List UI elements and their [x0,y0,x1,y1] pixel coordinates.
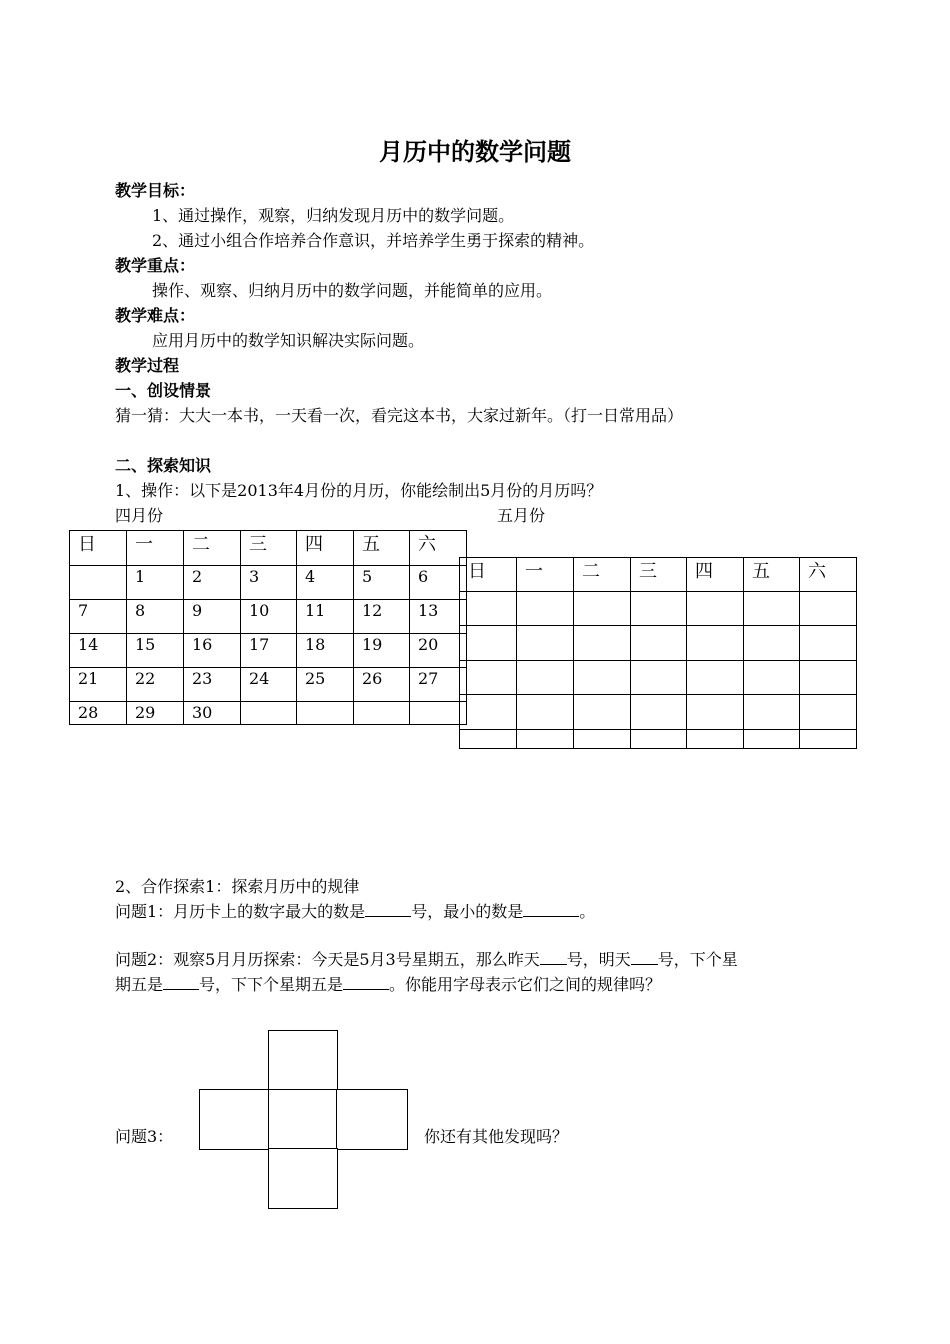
empty-cell [460,661,517,695]
day-cell: 26 [354,668,410,702]
question-3-label: 问题3： [115,1127,174,1146]
may-week-row [460,730,857,749]
weekday-cell: 二 [574,558,631,592]
day-cell: 10 [241,600,297,634]
answer-blank[interactable] [365,900,411,917]
weekday-cell: 四 [687,558,744,592]
empty-cell [517,592,574,626]
empty-cell [574,661,631,695]
cross-cell-left [199,1089,270,1150]
empty-cell [800,730,857,749]
day-cell: 7 [70,600,127,634]
empty-cell [631,730,687,749]
empty-cell [574,592,631,626]
empty-cell [687,695,744,730]
may-calendar [459,557,857,749]
empty-cell [460,730,517,749]
empty-cell [517,695,574,730]
april-week-row [70,702,467,725]
day-cell: 1 [127,566,184,600]
riddle-text: 猜一猜：大大一本书，一天看一次，看完这本书，大家过新年。（打一日常用品） [115,406,684,425]
day-cell [70,566,127,600]
answer-blank[interactable] [343,973,389,990]
day-cell: 30 [184,702,241,725]
day-cell: 20 [410,634,467,668]
empty-cell [460,592,517,626]
empty-cell [517,661,574,695]
empty-cell [800,626,857,661]
operation-text: 1、操作：以下是2013年4月份的月历，你能绘制出5月份的月历吗？ [115,481,603,500]
question-2-line-1 [115,947,738,970]
day-cell: 11 [297,600,354,634]
day-cell [354,702,410,725]
weekday-cell: 五 [354,531,410,566]
empty-cell [687,730,744,749]
empty-cell [631,695,687,730]
april-week-row [70,634,467,668]
empty-cell [800,592,857,626]
weekday-cell: 六 [410,531,467,566]
explore-heading: 2、合作探索1：探索月历中的规律 [115,877,360,896]
objective-item-2: 2、通过小组合作培养合作意识，并培养学生勇于探索的精神。 [152,231,595,250]
day-cell: 4 [297,566,354,600]
day-cell: 14 [70,634,127,668]
question-2-part-e: 号，下下个星期五是 [199,975,344,994]
question-1-part-b: 号，最小的数是 [411,902,524,921]
day-cell: 12 [354,600,410,634]
process-heading: 教学过程 [115,356,180,375]
key-points-heading: 教学重点： [115,256,196,275]
may-week-row [460,695,857,730]
may-week-row [460,592,857,626]
day-cell: 25 [297,668,354,702]
may-week-row [460,661,857,695]
cross-cell-center [268,1089,338,1150]
day-cell [410,702,467,725]
day-cell: 3 [241,566,297,600]
day-cell: 5 [354,566,410,600]
day-cell [297,702,354,725]
day-cell: 23 [184,668,241,702]
day-cell: 8 [127,600,184,634]
april-week-row [70,600,467,634]
weekday-cell: 三 [241,531,297,566]
empty-cell [574,695,631,730]
page-title: 月历中的数学问题 [379,138,571,166]
cross-cell-right [336,1089,408,1150]
section2-heading: 二、探索知识 [115,456,212,475]
empty-cell [800,661,857,695]
day-cell: 19 [354,634,410,668]
empty-cell [574,626,631,661]
empty-cell [631,661,687,695]
empty-cell [744,730,800,749]
day-cell: 21 [70,668,127,702]
key-points-text: 操作、观察、归纳月历中的数学问题，并能简单的应用。 [152,281,553,300]
day-cell: 28 [70,702,127,725]
empty-cell [744,695,800,730]
april-label: 四月份 [115,506,164,525]
weekday-cell: 二 [184,531,241,566]
empty-cell [744,661,800,695]
day-cell [241,702,297,725]
weekday-cell: 四 [297,531,354,566]
may-week-row [460,626,857,661]
empty-cell [744,626,800,661]
april-calendar [69,530,467,725]
question-3-tail: 你还有其他发现吗？ [424,1127,569,1146]
day-cell: 24 [241,668,297,702]
empty-cell [687,626,744,661]
day-cell: 6 [410,566,467,600]
weekday-cell: 五 [744,558,800,592]
weekday-cell: 日 [460,558,517,592]
april-week-row [70,668,467,702]
weekday-cell: 一 [127,531,184,566]
answer-blank[interactable] [523,900,579,917]
answer-blank[interactable] [631,948,658,965]
empty-cell [744,592,800,626]
question-2-part-b: 号，明天 [566,950,631,969]
may-label: 五月份 [497,506,546,525]
answer-blank[interactable] [163,973,199,990]
empty-cell [687,661,744,695]
difficulties-heading: 教学难点： [115,306,196,325]
empty-cell [460,695,517,730]
may-weekday-row [460,558,857,592]
day-cell: 13 [410,600,467,634]
day-cell: 15 [127,634,184,668]
empty-cell [631,626,687,661]
weekday-cell: 日 [70,531,127,566]
day-cell: 17 [241,634,297,668]
answer-blank[interactable] [540,948,567,965]
empty-cell [687,592,744,626]
objective-item-1: 1、通过操作，观察，归纳发现月历中的数学问题。 [152,206,515,225]
question-1-part-a: 问题1：月历卡上的数字最大的数是 [115,902,366,921]
day-cell: 18 [297,634,354,668]
question-2-part-d: 期五是 [115,975,164,994]
question-2-part-c: 号，下个星 [657,950,738,969]
empty-cell [800,695,857,730]
objectives-heading: 教学目标： [115,181,196,200]
day-cell: 27 [410,668,467,702]
question-1 [115,899,595,922]
april-week-row [70,566,467,600]
day-cell: 22 [127,668,184,702]
question-2-line-2 [115,972,661,995]
day-cell: 9 [184,600,241,634]
empty-cell [517,626,574,661]
day-cell: 16 [184,634,241,668]
question-2-part-f: 。你能用字母表示它们之间的规律吗？ [389,975,662,994]
weekday-cell: 六 [800,558,857,592]
weekday-cell: 一 [517,558,574,592]
question-2-part-a: 问题2：观察5月月历探索：今天是5月3号星期五，那么昨天 [115,950,540,969]
cross-cell-top [268,1030,338,1091]
day-cell: 2 [184,566,241,600]
empty-cell [631,592,687,626]
difficulties-text: 应用月历中的数学知识解决实际问题。 [152,331,425,350]
cross-cell-bottom [268,1148,338,1209]
weekday-cell: 三 [631,558,687,592]
day-cell: 29 [127,702,184,725]
empty-cell [517,730,574,749]
section1-heading: 一、创设情景 [115,381,212,400]
april-weekday-row [70,531,467,566]
empty-cell [460,626,517,661]
question-1-part-c: 。 [579,902,596,921]
empty-cell [574,730,631,749]
